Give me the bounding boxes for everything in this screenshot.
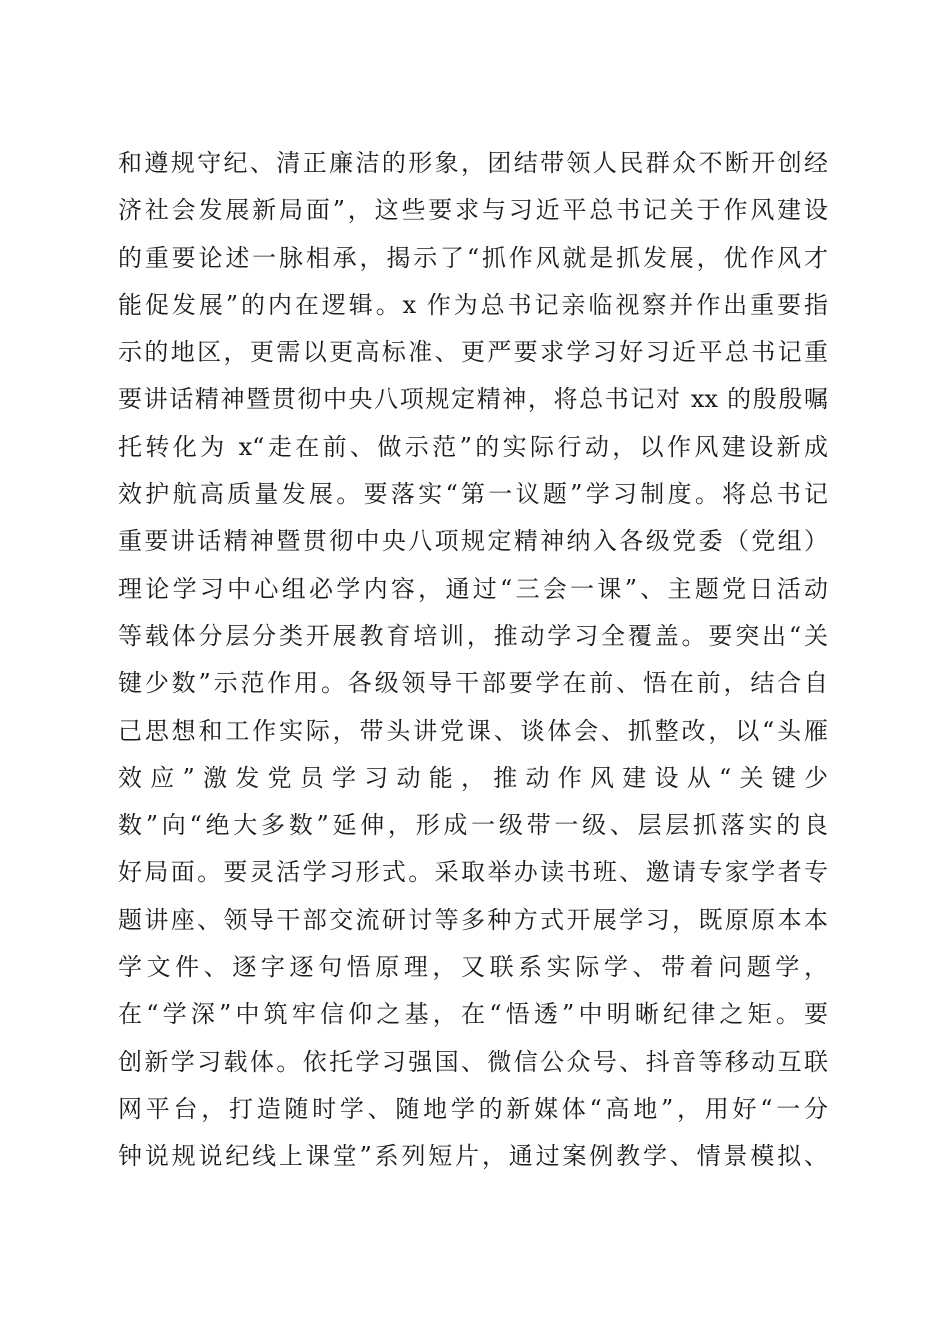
text-line: 的重要论述一脉相承，揭示了“抓作风就是抓发展，优作风才 — [118, 243, 828, 272]
text-line: 钟说规说纪线上课堂”系列短片，通过案例教学、情景模拟、 — [118, 1142, 828, 1171]
text-line: 数”向“绝大多数”延伸，形成一级带一级、层层抓落实的良 — [118, 811, 828, 840]
text-line: 和遵规守纪、清正廉洁的形象，团结带领人民群众不断开创经 — [118, 149, 828, 177]
text-line: 要讲话精神暨贯彻中央八项规定精神，将总书记对 xx 的殷殷嘱 — [118, 385, 828, 414]
text-line: 创新学习载体。依托学习强国、微信公众号、抖音等移动互联 — [118, 1047, 828, 1076]
text-line: 托转化为 x“走在前、做示范”的实际行动，以作风建设新成 — [118, 432, 828, 461]
text-line: 效护航高质量发展。要落实“第一议题”学习制度。将总书记 — [118, 480, 828, 509]
text-line: 能促发展”的内在逻辑。x 作为总书记亲临视察并作出重要指 — [118, 290, 828, 319]
text-line: 理论学习中心组必学内容，通过“三会一课”、主题党日活动 — [118, 574, 828, 603]
text-line: 题讲座、领导干部交流研讨等多种方式开展学习，既原原本本 — [118, 905, 828, 934]
text-line: 己思想和工作实际，带头讲党课、谈体会、抓整改，以“头雁 — [118, 716, 828, 745]
text-line: 重要讲话精神暨贯彻中央八项规定精神纳入各级党委（党组） — [118, 527, 828, 556]
text-line: 好局面。要灵活学习形式。采取举办读书班、邀请专家学者专 — [118, 858, 828, 887]
text-line: 示的地区，更需以更高标准、更严要求学习好习近平总书记重 — [118, 338, 828, 367]
text-line: 键少数”示范作用。各级领导干部要学在前、悟在前，结合自 — [118, 669, 828, 698]
text-line: 效应”激发党员学习动能，推动作风建设从“关键少 — [118, 763, 828, 792]
text-line: 在“学深”中筑牢信仰之基，在“悟透”中明晰纪律之矩。要 — [118, 1000, 828, 1029]
text-line: 学文件、逐字逐句悟原理，又联系实际学、带着问题学， — [118, 953, 828, 982]
text-line: 等载体分层分类开展教育培训，推动学习全覆盖。要突出“关 — [118, 621, 828, 650]
body-text — [118, 140, 828, 1181]
text-line: 网平台，打造随时学、随地学的新媒体“高地”，用好“一分 — [118, 1094, 828, 1123]
text-line: 济社会发展新局面”，这些要求与习近平总书记关于作风建设 — [118, 196, 828, 225]
